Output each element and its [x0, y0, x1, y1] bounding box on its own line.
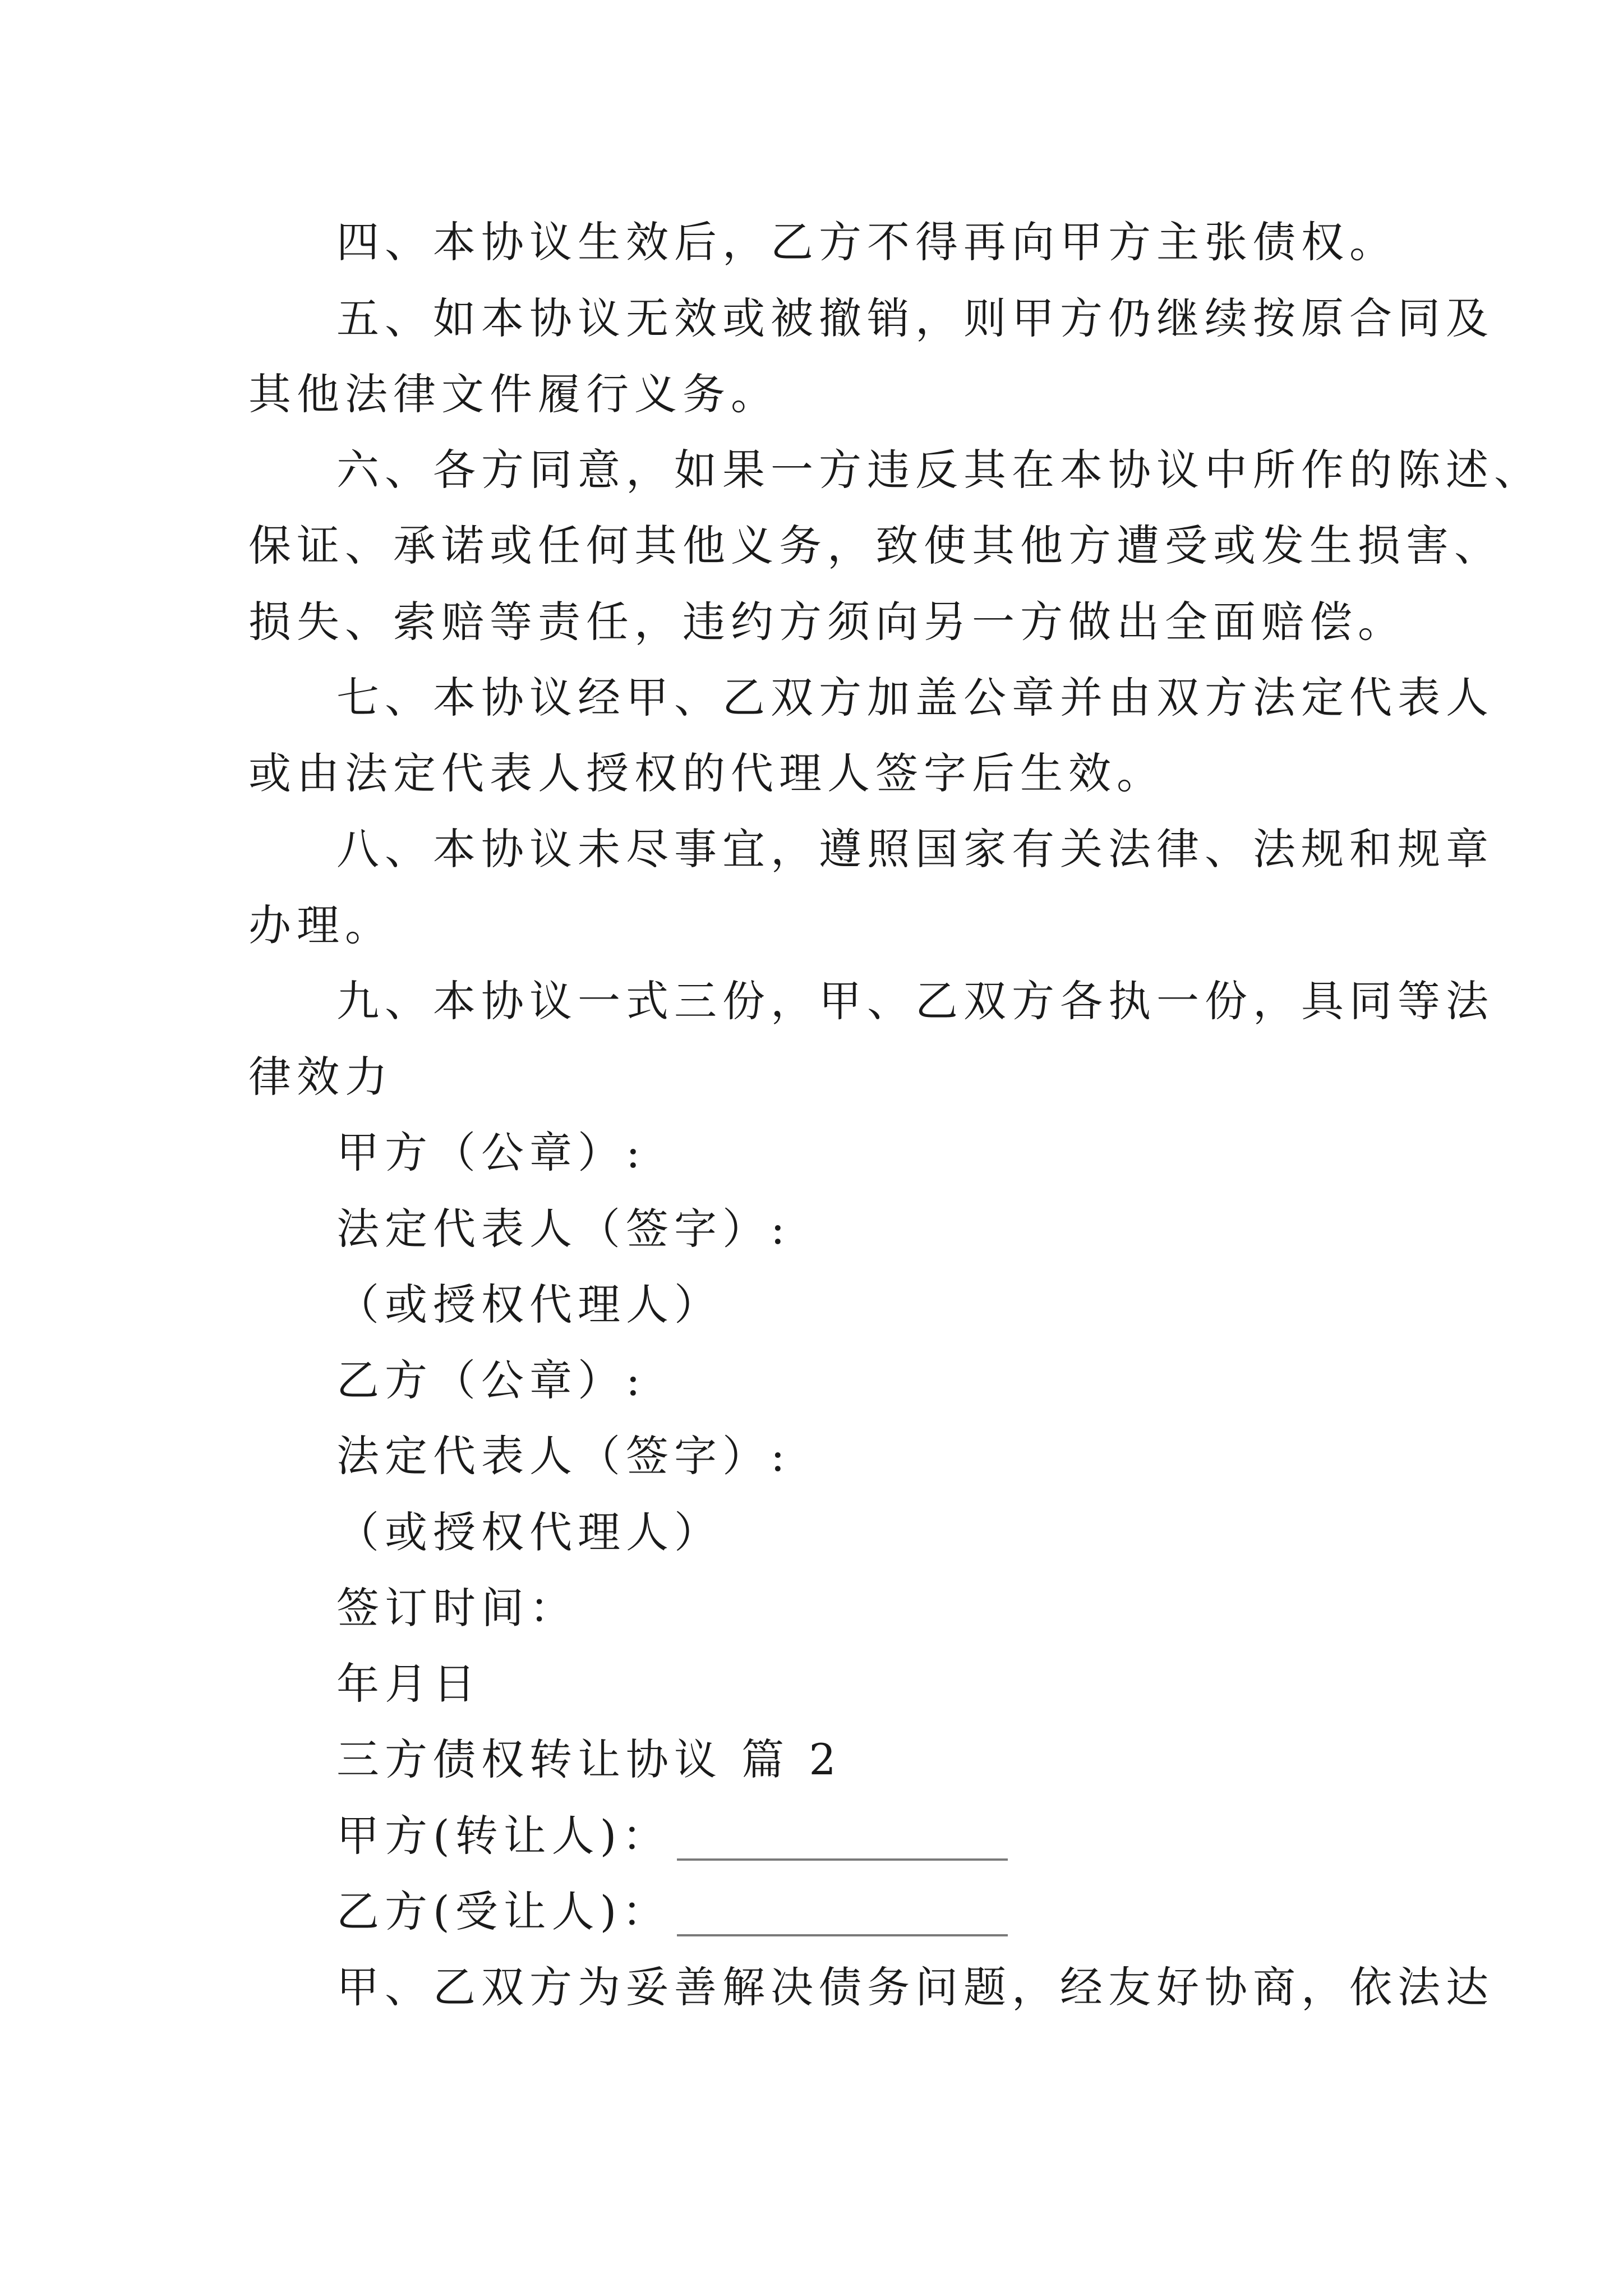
clause-6-line-3: 损失、索赔等责任，违约方须向另一方做出全面赔偿。 — [248, 597, 1406, 647]
party-a-seal-label: 甲方（公章）: — [336, 1128, 646, 1177]
section-title: 三方债权转让协议 篇 2 — [336, 1734, 842, 1784]
clause-4-line-1: 四、本协议生效后，乙方不得再向甲方主张债权。 — [336, 217, 1398, 267]
clause-9-line-1: 九、本协议一式三份，甲、乙双方各执一份，具同等法 — [336, 976, 1494, 1026]
party-b-representative-label: 法定代表人（签字）: — [336, 1431, 791, 1481]
party-b-seal-label: 乙方（公章）: — [336, 1355, 646, 1405]
clause-8-line-1: 八、本协议未尽事宜，遵照国家有关法律、法规和规章 — [336, 824, 1494, 874]
transferor-row — [336, 1802, 1394, 1870]
clause-6-line-1: 六、各方同意，如果一方违反其在本协议中所作的陈述、 — [336, 445, 1542, 495]
transferee-blank-line — [677, 1932, 1008, 1936]
transferee-label: 乙方(受让人)： — [336, 1887, 671, 1936]
clause-5-line-1: 五、如本协议无效或被撤销，则甲方仍继续按原合同及 — [336, 293, 1494, 343]
transferor-label: 甲方(转让人)： — [336, 1811, 671, 1861]
party-a-representative-label: 法定代表人（签字）: — [336, 1204, 791, 1254]
clause-7-line-1: 七、本协议经甲、乙双方加盖公章并由双方法定代表人 — [336, 673, 1494, 723]
clause-8-line-2: 办理。 — [248, 900, 393, 950]
party-a-agent-label: （或授权代理人） — [336, 1280, 722, 1329]
clause-5-line-2: 其他法律文件履行义务。 — [248, 369, 779, 419]
signing-time-label: 签订时间： — [336, 1583, 578, 1633]
clause-7-line-2: 或由法定代表人授权的代理人签字后生效。 — [248, 748, 1165, 798]
transferor-blank-line — [677, 1856, 1008, 1861]
transferee-row — [336, 1878, 1394, 1945]
clause-9-line-2: 律效力 — [248, 1052, 393, 1102]
preamble-line-1: 甲、乙双方为妥善解决债务问题，经友好协商，依法达 — [336, 1962, 1494, 2012]
party-b-agent-label: （或授权代理人） — [336, 1507, 722, 1557]
signing-date-placeholder: 年月日 — [336, 1659, 481, 1709]
clause-6-line-2: 保证、承诺或任何其他义务，致使其他方遭受或发生损害、 — [248, 521, 1502, 570]
